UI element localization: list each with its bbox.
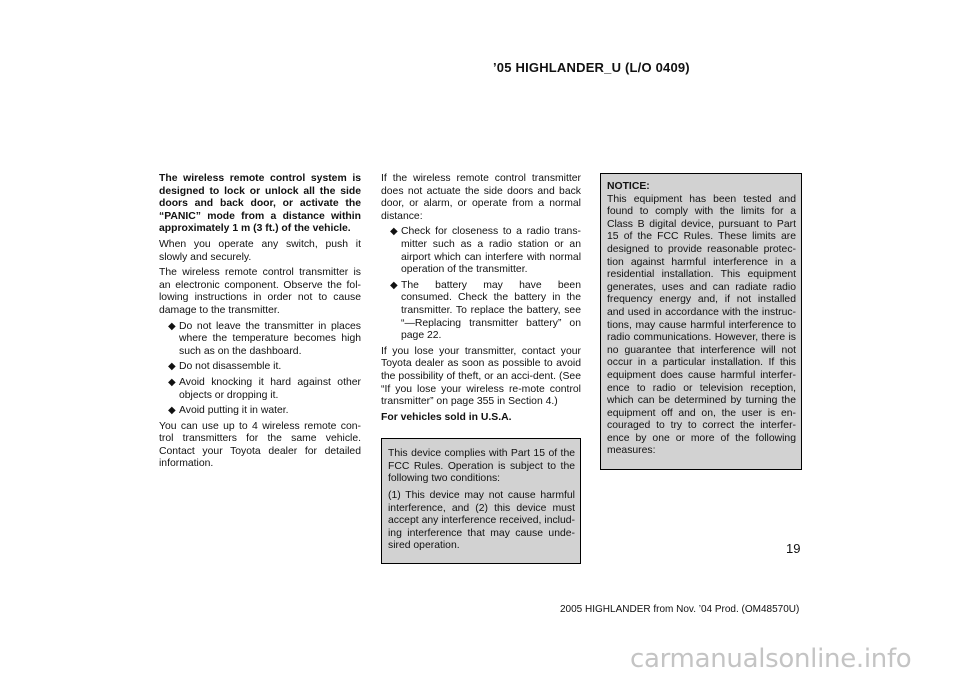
diamond-bullet-icon: ◆: [390, 279, 398, 291]
troubleshoot-paragraph: If the wireless remote control transmitter does not actuate the side doors and back door, or alarm, or operate from a normal distance:: [381, 173, 581, 222]
column-left: [159, 173, 361, 474]
notice-text: This equipment has been tested and found to comply with the limits for a Class B digital device, pursuant to Part 15 of the FCC Rules. These limits are designed to provide reasonable protec-tion against harmful interference in a residential installation. This equipment generates, uses and can radiate radio frequency energy and, if not installed and used in accordance with the instruc-tions, may cause harmful interference to radio communications. However, there is no guarantee that interference will not occur in a particular installation. If this equipment does cause harmful interfer-ence to radio or television reception, which can be determined by turning the equipment off and on, the user is en-couraged to try to correct the interfer-ence by one or more of the following measures:: [607, 193, 796, 457]
notice-title: NOTICE:: [607, 181, 650, 192]
fcc-conditions-paragraph: (1) This device may not cause harmful interference, and (2) this device must accept any interference received, includ-ing interference that may cause unde-sired operation.: [388, 490, 575, 552]
list-item: ◆ Avoid putting it in water.: [168, 405, 289, 417]
fcc-compliance-box: [381, 438, 581, 564]
notice-box: [600, 173, 802, 470]
troubleshoot-list: [381, 226, 581, 342]
list-item: ◆ Do not disassemble it.: [168, 361, 282, 373]
precautions-list: [159, 321, 361, 418]
diamond-bullet-icon: ◆: [168, 376, 176, 388]
list-item: ◆ Do not leave the transmitter in places where the temperature becomes high such as on the dashboard.: [168, 320, 361, 357]
column-right: [600, 173, 802, 470]
watermark-logo: carmanualsonline.info: [630, 644, 912, 674]
list-item: ◆ Check for closeness to a radio trans-mitter such as a radio station or an airport which can interfere with normal operation of the transmitter.: [390, 226, 581, 276]
transmitters-paragraph: You can use up to 4 wireless remote con-trol transmitters for the same vehicle. Contact your Toyota dealer for detailed information.: [159, 420, 361, 470]
list-item: ◆ Avoid knocking it hard against other objects or dropping it.: [168, 376, 361, 401]
operate-paragraph: When you operate any switch, push it slowly and securely.: [159, 238, 361, 263]
fcc-paragraph: This device complies with Part 15 of the FCC Rules. Operation is subject to the following two conditions:: [388, 448, 575, 485]
column-middle: [381, 173, 581, 564]
section-heading: For vehicles sold in U.S.A.: [381, 411, 512, 423]
diamond-bullet-icon: ◆: [168, 320, 176, 332]
document-header: ’05 HIGHLANDER_U (L/O 0409): [493, 60, 690, 75]
lost-transmitter-paragraph: If you lose your transmitter, contact your Toyota dealer as soon as possible to avoid the possibility of theft, or an acci-dent. (See “If you lose your wireless re-mote control transmitter” on page 355 in Section 4.): [381, 345, 581, 408]
page-number: 19: [786, 541, 801, 556]
diamond-bullet-icon: ◆: [168, 361, 176, 373]
list-item: ◆ The battery may have been consumed. Check the battery in the transmitter. To replace the battery, see “—Replacing transmitter battery” on page 22.: [390, 279, 581, 342]
diamond-bullet-icon: ◆: [390, 226, 398, 238]
diamond-bullet-icon: ◆: [168, 405, 176, 417]
document-footer: 2005 HIGHLANDER from Nov. ’04 Prod. (OM48570U): [560, 604, 800, 615]
component-paragraph: The wireless remote control transmitter is an electronic component. Observe the fol-lowing instructions in order not to cause damage to the transmitter.: [159, 267, 361, 316]
intro-paragraph: The wireless remote control system is designed to lock or unlock all the side doors and back door, or activate the “PANIC” mode from a distance within approximately 1 m (3 ft.) of the vehicle.: [159, 173, 361, 235]
